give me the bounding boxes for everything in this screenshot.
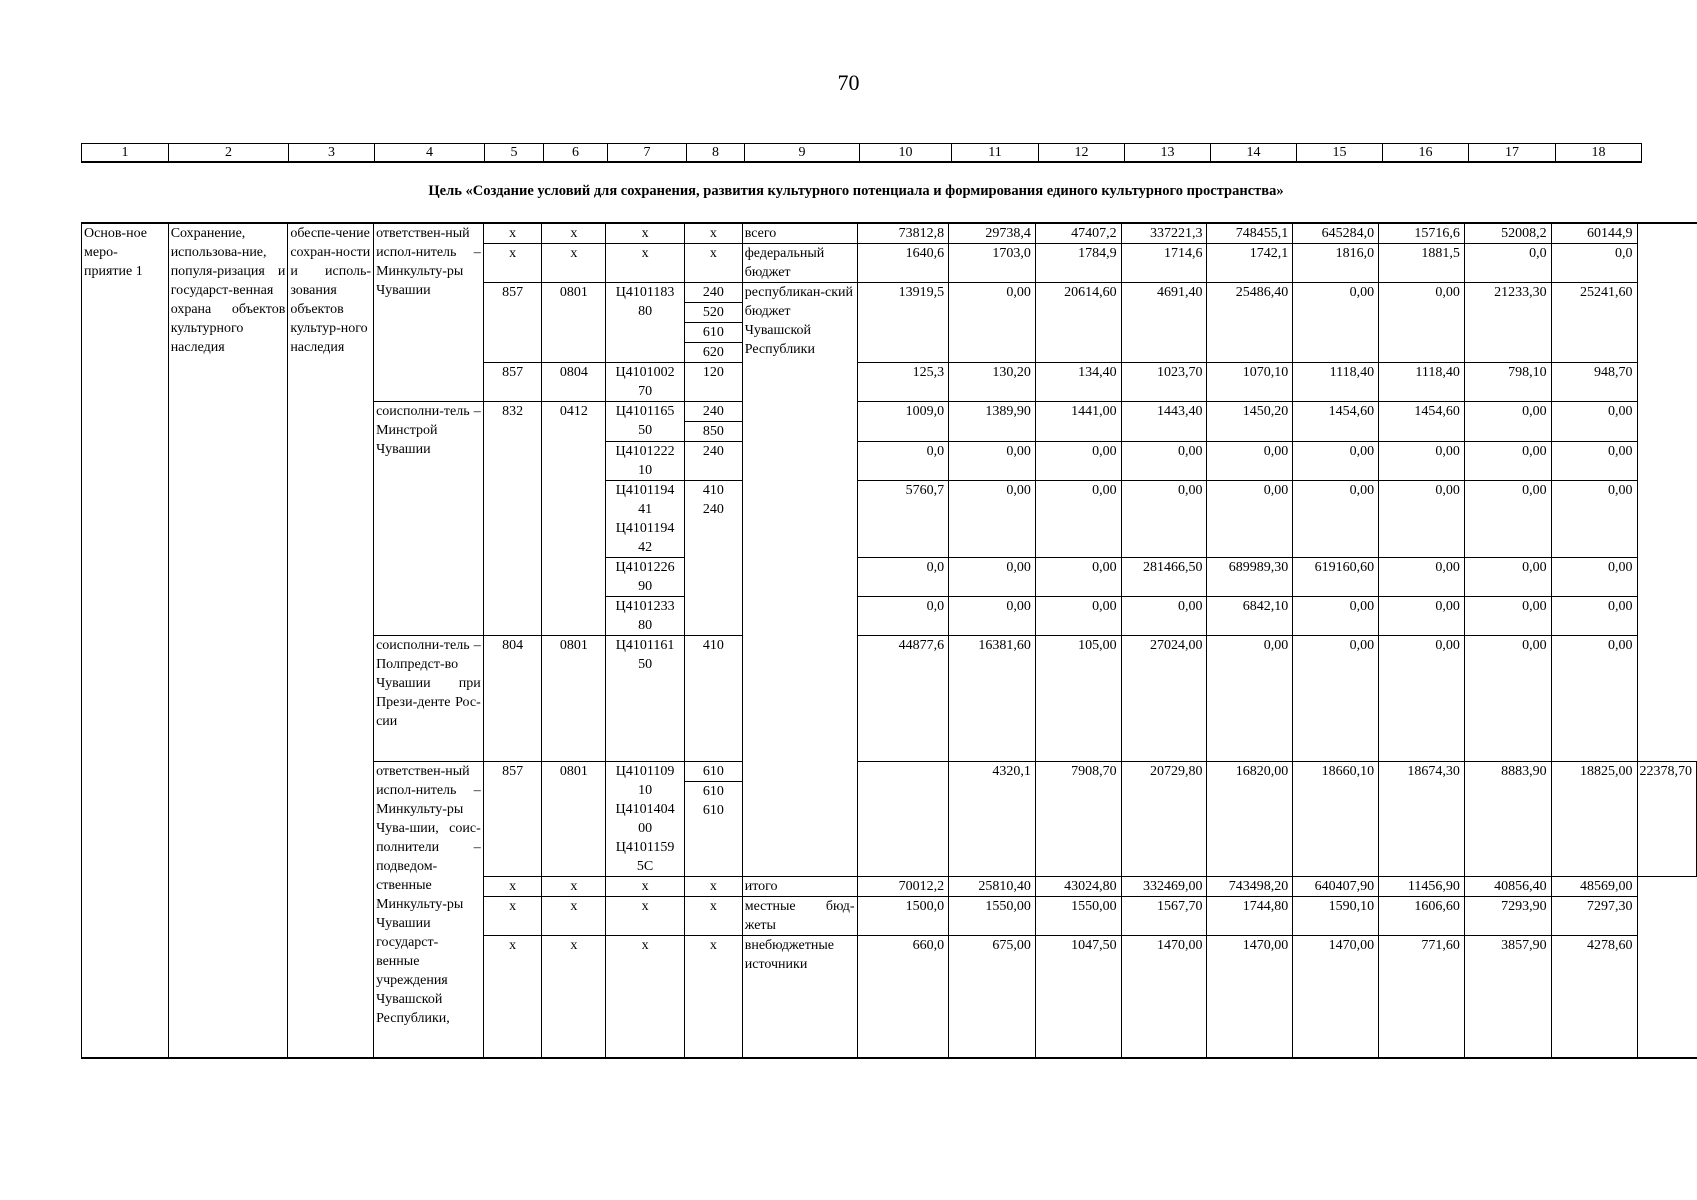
amount-cell: 5760,7: [857, 481, 949, 558]
column-number-17: 17: [1469, 144, 1556, 163]
amount-cell: 25810,40: [949, 877, 1036, 897]
expense-type-code: 120: [702, 365, 724, 380]
amount-cell: 332469,00: [1121, 877, 1207, 897]
column-number-16: 16: [1383, 144, 1469, 163]
column-number-18: 18: [1556, 144, 1642, 163]
funding-source-cell: [857, 762, 949, 877]
amount-cell: 1443,40: [1121, 402, 1207, 442]
amount-cell: 4320,1: [949, 762, 1036, 877]
amount-cell: 16820,00: [1207, 762, 1293, 877]
amount-cell: 1742,1: [1207, 244, 1293, 283]
amount-cell: 748455,1: [1207, 223, 1293, 244]
column-number-2: 2: [169, 144, 289, 163]
amount-cell: 771,60: [1379, 936, 1465, 1058]
target-article-cell: Ц4101002 70: [606, 363, 685, 402]
budget-table: [81, 222, 1697, 1059]
amount-cell: 7293,90: [1464, 897, 1551, 936]
amount-cell: 29738,4: [949, 223, 1036, 244]
expense-type-code: 410: [702, 638, 724, 653]
amount-cell: 1118,40: [1293, 363, 1379, 402]
amount-cell: 7908,70: [1035, 762, 1121, 877]
amount-cell: 1470,00: [1207, 936, 1293, 1058]
amount-cell: 0,00: [1035, 481, 1121, 558]
amount-cell: 0,00: [949, 442, 1036, 481]
column-number-5: 5: [485, 144, 544, 163]
amount-cell: 0,00: [1121, 442, 1207, 481]
column-number-8: 8: [687, 144, 745, 163]
section-cell: 0804: [542, 363, 606, 402]
page-number: 70: [837, 70, 860, 95]
amount-cell: 43024,80: [1035, 877, 1121, 897]
executor-cell: соисполни-тель – Полпредст-во Чувашии при Прези-денте Рос-сии: [374, 636, 484, 762]
amount-cell: 0,00: [949, 597, 1036, 636]
grbs-cell: 857: [483, 762, 542, 877]
amount-cell: 1450,20: [1207, 402, 1293, 442]
expense-type-code: 240: [702, 444, 724, 459]
amount-cell: 44877,6: [857, 636, 949, 762]
amount-cell: 52008,2: [1464, 223, 1551, 244]
funding-source-cell: местные бюд-жеты: [742, 897, 857, 936]
amount-cell: 1606,60: [1379, 897, 1465, 936]
amount-cell: 0,00: [1551, 558, 1637, 597]
amount-cell: 0,0: [857, 442, 949, 481]
amount-cell: 16381,60: [949, 636, 1036, 762]
amount-cell: 25241,60: [1551, 283, 1637, 363]
column-number-3: 3: [289, 144, 375, 163]
column-number-14: 14: [1211, 144, 1297, 163]
amount-cell: 640407,90: [1293, 877, 1379, 897]
amount-cell: 660,0: [857, 936, 949, 1058]
amount-cell: 0,00: [1464, 402, 1551, 442]
section-cell: x: [542, 877, 606, 897]
amount-cell: 1714,6: [1121, 244, 1207, 283]
amount-cell: 25486,40: [1207, 283, 1293, 363]
amount-cell: 27024,00: [1121, 636, 1207, 762]
amount-cell: 20614,60: [1035, 283, 1121, 363]
funding-source-cell: итого: [742, 877, 857, 897]
grbs-cell: x: [483, 897, 542, 936]
target-article-cell: Ц4101194 41 Ц4101194 42: [606, 481, 685, 558]
amount-cell: 798,10: [1464, 363, 1551, 402]
column-number-9: 9: [745, 144, 860, 163]
column-number-12: 12: [1039, 144, 1125, 163]
amount-cell: 1744,80: [1207, 897, 1293, 936]
amount-cell: 0,00: [1035, 558, 1121, 597]
amount-cell: 0,00: [949, 558, 1036, 597]
amount-cell: 337221,3: [1121, 223, 1207, 244]
table-row: [82, 223, 1697, 244]
target-article-cell: x: [606, 897, 685, 936]
expense-type-cell: [685, 283, 743, 363]
section-cell: 0801: [542, 636, 606, 762]
measure-number-cell: Основ-ное меро-приятие 1: [82, 223, 169, 1058]
amount-cell: 3857,90: [1464, 936, 1551, 1058]
amount-cell: 0,00: [1379, 481, 1465, 558]
column-number-11: 11: [952, 144, 1039, 163]
amount-cell: 0,00: [1379, 442, 1465, 481]
column-number-4: 4: [375, 144, 485, 163]
column-number-6: 6: [544, 144, 608, 163]
amount-cell: 105,00: [1035, 636, 1121, 762]
funding-source-cell: внебюджетные источники: [742, 936, 857, 1058]
amount-cell: 1567,70: [1121, 897, 1207, 936]
executor-cell: ответствен-ный испол-нитель – Минкульту-ры Чувашии: [374, 223, 484, 402]
amount-cell: 18674,30: [1379, 762, 1465, 877]
amount-cell: 47407,2: [1035, 223, 1121, 244]
amount-cell: 689989,30: [1207, 558, 1293, 597]
expense-type-code: 610: [702, 803, 724, 818]
amount-cell: 0,00: [1379, 283, 1465, 363]
measure-name-cell: Сохранение, использова-ние, популя-ризация и государст-венная охрана объектов культурного наследия: [168, 223, 288, 1058]
amount-cell: 743498,20: [1207, 877, 1293, 897]
expense-type-cell: [685, 402, 743, 442]
expense-type-code: 850: [702, 424, 724, 439]
expense-type-code: 240: [685, 283, 742, 303]
column-number-7: 7: [608, 144, 687, 163]
amount-cell: 0,00: [1464, 558, 1551, 597]
amount-cell: 0,00: [1464, 636, 1551, 762]
target-article-cell: Ц4101165 50: [606, 402, 685, 442]
target-article-cell: Ц4101183 80: [606, 283, 685, 363]
expense-type-code: 610: [685, 323, 742, 343]
expense-type-code: 610: [685, 762, 742, 782]
amount-cell: 0,00: [1293, 481, 1379, 558]
amount-cell: 0,00: [1464, 442, 1551, 481]
expense-type-cell: [685, 363, 743, 402]
amount-cell: 134,40: [1035, 363, 1121, 402]
target-article-cell: x: [606, 877, 685, 897]
expense-type-cell: x: [685, 223, 743, 244]
expense-type-cell: x: [685, 936, 743, 1058]
amount-cell: 20729,80: [1121, 762, 1207, 877]
section-cell: 0412: [542, 402, 606, 636]
amount-cell: 0,00: [1379, 636, 1465, 762]
amount-cell: 1118,40: [1379, 363, 1465, 402]
amount-cell: 60144,9: [1551, 223, 1637, 244]
amount-cell: 40856,40: [1464, 877, 1551, 897]
expense-type-code: 520: [685, 303, 742, 323]
amount-cell: 22378,70: [1637, 762, 1697, 877]
expense-type-cell: x: [685, 877, 743, 897]
section-cell: x: [542, 223, 606, 244]
amount-cell: 0,00: [1551, 402, 1637, 442]
amount-cell: 1784,9: [1035, 244, 1121, 283]
amount-cell: 0,00: [1379, 597, 1465, 636]
amount-cell: 48569,00: [1551, 877, 1637, 897]
target-article-cell: Ц4101233 80: [606, 597, 685, 636]
grbs-cell: x: [483, 223, 542, 244]
amount-cell: 1441,00: [1035, 402, 1121, 442]
grbs-cell: 857: [483, 363, 542, 402]
funding-source-cell: всего: [742, 223, 857, 244]
target-article-cell: Ц4101161 50: [606, 636, 685, 762]
column-number-1: 1: [82, 144, 169, 163]
amount-cell: 0,0: [1464, 244, 1551, 283]
expense-type-cell: x: [685, 897, 743, 936]
amount-cell: 1470,00: [1293, 936, 1379, 1058]
amount-cell: 1816,0: [1293, 244, 1379, 283]
amount-cell: 1703,0: [949, 244, 1036, 283]
amount-cell: 21233,30: [1464, 283, 1551, 363]
section-cell: 0801: [542, 762, 606, 877]
target-article-cell: Ц4101109 10 Ц4101404 00 Ц4101159 5С: [606, 762, 685, 877]
amount-cell: 0,00: [1121, 597, 1207, 636]
grbs-cell: 832: [483, 402, 542, 636]
amount-cell: 619160,60: [1293, 558, 1379, 597]
amount-cell: 0,00: [1551, 442, 1637, 481]
column-number-13: 13: [1125, 144, 1211, 163]
amount-cell: 1047,50: [1035, 936, 1121, 1058]
amount-cell: 0,00: [1293, 283, 1379, 363]
column-number-15: 15: [1297, 144, 1383, 163]
amount-cell: 70012,2: [857, 877, 949, 897]
amount-cell: 281466,50: [1121, 558, 1207, 597]
measure-goal-cell: обеспе-чение сохран-ности и исполь-зования объектов культур-ного наследия: [288, 223, 374, 1058]
executor-cell: ответствен-ный испол-нитель – Минкульту-ры Чува-шии, соис-полнители – подведом-ственные Минкульту-ры Чувашии государст-венные учреждения Чувашской Республики,: [374, 762, 484, 1058]
amount-cell: 11456,90: [1379, 877, 1465, 897]
amount-cell: 18825,00: [1551, 762, 1637, 877]
amount-cell: 0,00: [1464, 481, 1551, 558]
goal-title: Цель «Создание условий для сохранения, развития культурного потенциала и формирования единого культурного пространства»: [428, 183, 1284, 199]
amount-cell: 1881,5: [1379, 244, 1465, 283]
grbs-cell: x: [483, 244, 542, 283]
amount-cell: 125,3: [857, 363, 949, 402]
amount-cell: 0,0: [857, 558, 949, 597]
amount-cell: 0,00: [1293, 442, 1379, 481]
expense-type-code: 620: [702, 345, 724, 360]
expense-type-code: 240: [685, 402, 742, 422]
amount-cell: 1454,60: [1293, 402, 1379, 442]
amount-cell: 7297,30: [1551, 897, 1637, 936]
amount-cell: 1023,70: [1121, 363, 1207, 402]
expense-type-cell: [685, 762, 743, 877]
target-article-cell: Ц4101222 10: [606, 442, 685, 481]
amount-cell: 0,00: [1293, 597, 1379, 636]
amount-cell: 0,00: [1207, 442, 1293, 481]
amount-cell: 15716,6: [1379, 223, 1465, 244]
amount-cell: 0,00: [1551, 597, 1637, 636]
expense-type-cell: x: [685, 244, 743, 283]
amount-cell: 675,00: [949, 936, 1036, 1058]
amount-cell: 6842,10: [1207, 597, 1293, 636]
amount-cell: 0,00: [1121, 481, 1207, 558]
amount-cell: 948,70: [1551, 363, 1637, 402]
amount-cell: 0,00: [1035, 597, 1121, 636]
target-article-cell: x: [606, 244, 685, 283]
amount-cell: 13919,5: [857, 283, 949, 363]
amount-cell: 0,00: [1207, 481, 1293, 558]
expense-type-cell: 410 240: [685, 481, 743, 636]
amount-cell: 0,00: [1293, 636, 1379, 762]
funding-source-cell: федеральный бюджет: [742, 244, 857, 283]
amount-cell: 1500,0: [857, 897, 949, 936]
amount-cell: 0,0: [857, 597, 949, 636]
amount-cell: 18660,10: [1293, 762, 1379, 877]
grbs-cell: 857: [483, 283, 542, 363]
amount-cell: 0,00: [1551, 636, 1637, 762]
amount-cell: 0,00: [949, 283, 1036, 363]
executor-cell: соисполни-тель – Минстрой Чувашии: [374, 402, 484, 636]
amount-cell: 0,00: [1464, 597, 1551, 636]
amount-cell: 1009,0: [857, 402, 949, 442]
amount-cell: 1550,00: [1035, 897, 1121, 936]
amount-cell: 73812,8: [857, 223, 949, 244]
amount-cell: 645284,0: [1293, 223, 1379, 244]
amount-cell: 130,20: [949, 363, 1036, 402]
expense-type-code: 610: [702, 784, 724, 799]
amount-cell: 1590,10: [1293, 897, 1379, 936]
section-cell: x: [542, 897, 606, 936]
target-article-cell: x: [606, 936, 685, 1058]
target-article-cell: Ц4101226 90: [606, 558, 685, 597]
amount-cell: 0,00: [1379, 558, 1465, 597]
section-cell: 0801: [542, 283, 606, 363]
amount-cell: 0,00: [1551, 481, 1637, 558]
funding-source-cell: республикан-ский бюджет Чувашской Республики: [742, 283, 857, 877]
amount-cell: 0,00: [1035, 442, 1121, 481]
grbs-cell: 804: [483, 636, 542, 762]
amount-cell: 1640,6: [857, 244, 949, 283]
amount-cell: 0,00: [1207, 636, 1293, 762]
amount-cell: 4691,40: [1121, 283, 1207, 363]
target-article-cell: x: [606, 223, 685, 244]
amount-cell: 1470,00: [1121, 936, 1207, 1058]
amount-cell: 1454,60: [1379, 402, 1465, 442]
column-number-header: [81, 143, 1642, 163]
grbs-cell: x: [483, 936, 542, 1058]
amount-cell: 1070,10: [1207, 363, 1293, 402]
section-cell: x: [542, 936, 606, 1058]
amount-cell: 1550,00: [949, 897, 1036, 936]
amount-cell: 8883,90: [1464, 762, 1551, 877]
amount-cell: 1389,90: [949, 402, 1036, 442]
section-cell: x: [542, 244, 606, 283]
amount-cell: 4278,60: [1551, 936, 1637, 1058]
column-number-10: 10: [860, 144, 952, 163]
amount-cell: 0,0: [1551, 244, 1637, 283]
expense-type-cell: [685, 636, 743, 762]
amount-cell: 0,00: [949, 481, 1036, 558]
expense-type-cell: [685, 442, 743, 481]
grbs-cell: x: [483, 877, 542, 897]
